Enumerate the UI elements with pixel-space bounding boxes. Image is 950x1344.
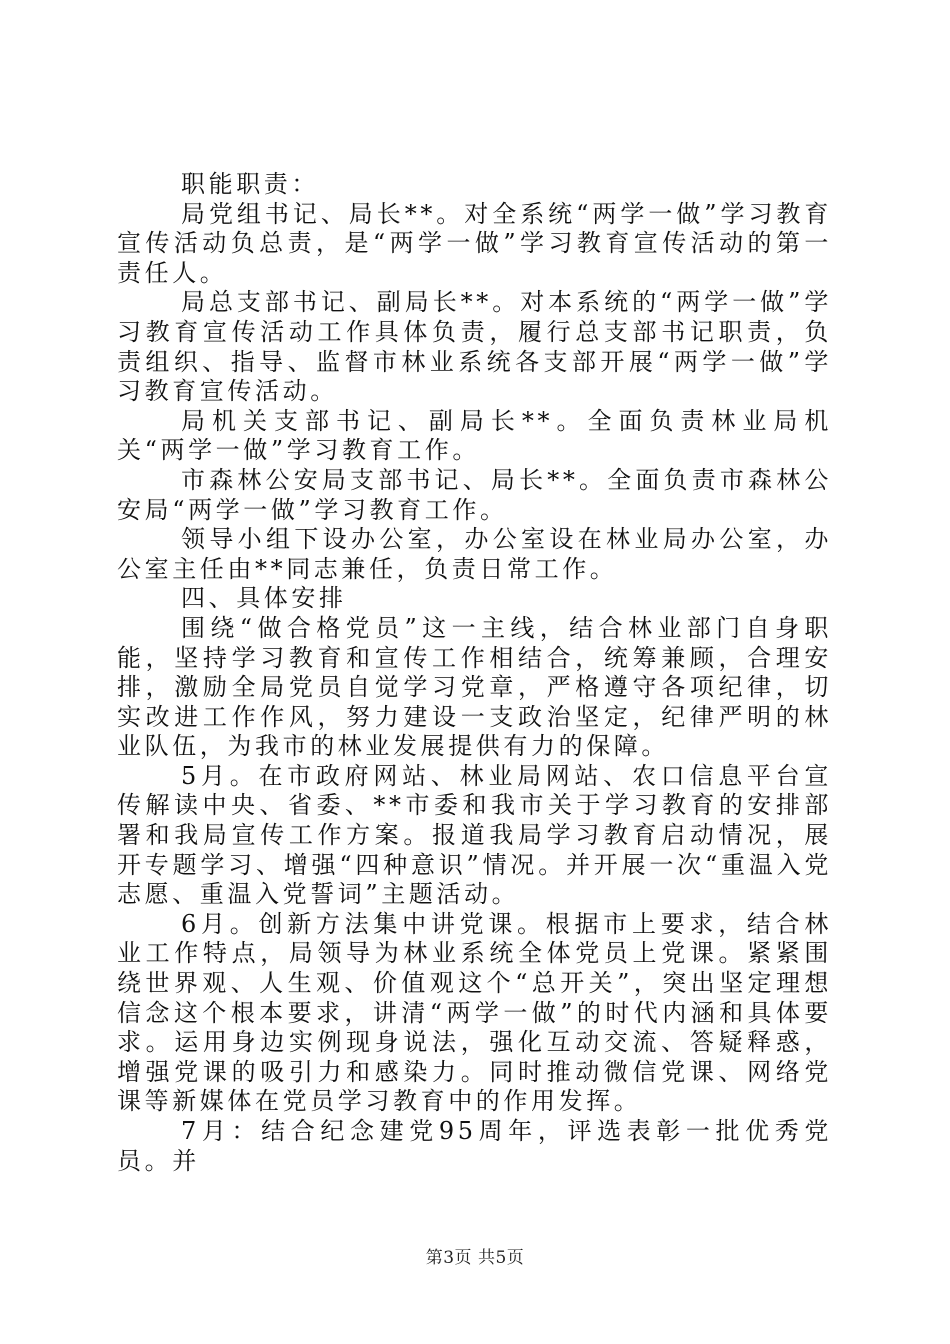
paragraph-july: 7月：结合纪念建党95周年，评选表彰一批优秀党员。并 <box>117 1117 832 1175</box>
section-heading-arrangements: 四、具体安排 <box>181 584 347 613</box>
page-number-footer: 第3页 共5页 <box>425 1248 525 1268</box>
document-body <box>117 170 832 1176</box>
paragraph-party-secretary: 局党组书记、局长**。对全系统“两学一做”学习教育宣传活动负总责，是“两学一做”学习教育宣传活动的第一责任人。 <box>117 199 832 287</box>
paragraph-duties-heading: 职能职责： <box>181 170 319 198</box>
paragraph-office: 领导小组下设办公室，办公室设在林业局办公室，办公室主任由**同志兼任，负责日常工作。 <box>117 525 832 583</box>
paragraph-forest-police-secretary: 市森林公安局支部书记、局长**。全面负责市森林公安局“两学一做”学习教育工作。 <box>117 465 832 524</box>
paragraph-may: 5月。在市政府网站、林业局网站、农口信息平台宣传解读中央、省委、**市委和我市关于学习教育的安排部署和我局宣传工作方案。报道我局学习教育启动情况，展开专题学习、增强“四种意识”情况。并开展一次“重温入党志愿、重温入党誓词”主题活动。 <box>117 761 832 909</box>
paragraph-general-branch-secretary: 局总支部书记、副局长**。对本系统的“两学一做”学习教育宣传活动工作具体负责，履行总支部书记职责，负责组织、指导、监督市林业系统各支部开展“两学一做”学习教育宣传活动。 <box>117 288 832 406</box>
paragraph-main-line: 围绕“做合格党员”这一主线，结合林业部门自身职能，坚持学习教育和宣传工作相结合，统筹兼顾，合理安排，激励全局党员自觉学习党章，严格遵守各项纪律，切实改进工作作风，努力建设一支政治坚定，纪律严明的林业队伍，为我市的林业发展提供有力的保障。 <box>117 613 832 761</box>
paragraph-june: 6月。创新方法集中讲党课。根据市上要求，结合林业工作特点，局领导为林业系统全体党员上党课。紧紧围绕世界观、人生观、价值观这个“总开关”，突出坚定理想信念这个根本要求，讲清“两学一做”的时代内涵和具体要求。运用身边实例现身说法，强化互动交流、答疑释惑，增强党课的吸引力和感染力。同时推动微信党课、网络党课等新媒体在党员学习教育中的作用发挥。 <box>117 909 832 1116</box>
paragraph-organ-branch-secretary: 局机关支部书记、副局长**。全面负责林业局机关“两学一做”学习教育工作。 <box>117 406 832 465</box>
